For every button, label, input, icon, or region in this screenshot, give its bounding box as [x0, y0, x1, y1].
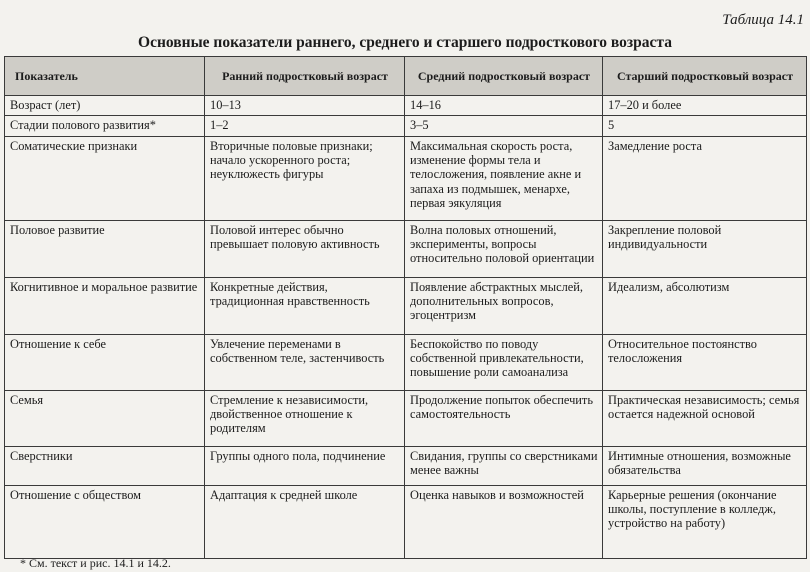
- cell-indicator: Отношение к себе: [5, 335, 205, 391]
- header-late: Старший подростковый возраст: [603, 57, 807, 96]
- table-number-label: Таблица 14.1: [722, 12, 804, 28]
- cell-early: Конкретные действия, традиционная нравственность: [205, 278, 405, 335]
- cell-indicator: Семья: [5, 391, 205, 447]
- cell-early: Стремление к независимости, двойственное отношение к родителям: [205, 391, 405, 447]
- cell-late: Замедление роста: [603, 137, 807, 221]
- cell-early: Вторичные половые признаки; начало ускоренного роста; неуклюжесть фигуры: [205, 137, 405, 221]
- table-row-peers: [5, 447, 807, 486]
- cell-late: Идеализм, абсолютизм: [603, 278, 807, 335]
- cell-indicator: Половое развитие: [5, 221, 205, 278]
- cell-early: Увлечение переменами в собственном теле, застенчивость: [205, 335, 405, 391]
- cell-indicator: Соматические признаки: [5, 137, 205, 221]
- cell-indicator: Сверстники: [5, 447, 205, 486]
- cell-late: 5: [603, 116, 807, 137]
- cell-middle: Продолжение попыток обеспечить самостоятельность: [405, 391, 603, 447]
- cell-middle: Свидания, группы со сверстниками менее важны: [405, 447, 603, 486]
- cell-early: 1–2: [205, 116, 405, 137]
- table-row-age: [5, 96, 807, 116]
- table-row-stages: [5, 116, 807, 137]
- cell-early: Адаптация к средней школе: [205, 486, 405, 559]
- cell-indicator: Отношение с обществом: [5, 486, 205, 559]
- cell-late: 17–20 и более: [603, 96, 807, 116]
- cell-late: Закрепление половой индивидуальности: [603, 221, 807, 278]
- cell-indicator: Когнитивное и моральное развитие: [5, 278, 205, 335]
- table-header-row: [5, 57, 807, 96]
- cell-late: Карьерные решения (окончание школы, поступление в колледж, устройство на работу): [603, 486, 807, 559]
- cell-middle: Максимальная скорость роста, изменение формы тела и телосложения, появление акне и запаха из подмышек, менархе, первая эякуляция: [405, 137, 603, 221]
- indicators-table: [4, 56, 807, 559]
- header-early: Ранний подростковый возраст: [205, 57, 405, 96]
- table-row-self: [5, 335, 807, 391]
- cell-middle: Оценка навыков и возможностей: [405, 486, 603, 559]
- cell-early: 10–13: [205, 96, 405, 116]
- table-row-family: [5, 391, 807, 447]
- table-row-cognitive: [5, 278, 807, 335]
- cell-early: Группы одного пола, подчинение: [205, 447, 405, 486]
- header-middle: Средний подростковый возраст: [405, 57, 603, 96]
- cell-middle: Беспокойство по поводу собственной привлекательности, повышение роли самоанализа: [405, 335, 603, 391]
- cell-middle: 3–5: [405, 116, 603, 137]
- table-row-sexual: [5, 221, 807, 278]
- table-caption: Основные показатели раннего, среднего и старшего подросткового возраста: [138, 34, 672, 51]
- footnote: * См. текст и рис. 14.1 и 14.2.: [20, 556, 171, 570]
- cell-late: Интимные отношения, возможные обязательства: [603, 447, 807, 486]
- header-indicator: Показатель: [5, 57, 205, 96]
- table-row-somatic: [5, 137, 807, 221]
- cell-early: Половой интерес обычно превышает половую активность: [205, 221, 405, 278]
- cell-indicator: Возраст (лет): [5, 96, 205, 116]
- cell-middle: Волна половых отношений, эксперименты, вопросы относительно половой ориентации: [405, 221, 603, 278]
- cell-late: Практическая независимость; семья остается надежной основой: [603, 391, 807, 447]
- table-row-society: [5, 486, 807, 559]
- cell-indicator: Стадии полового развития*: [5, 116, 205, 137]
- cell-middle: 14–16: [405, 96, 603, 116]
- cell-late: Относительное постоянство телосложения: [603, 335, 807, 391]
- cell-middle: Появление абстрактных мыслей, дополнительных вопросов, эгоцентризм: [405, 278, 603, 335]
